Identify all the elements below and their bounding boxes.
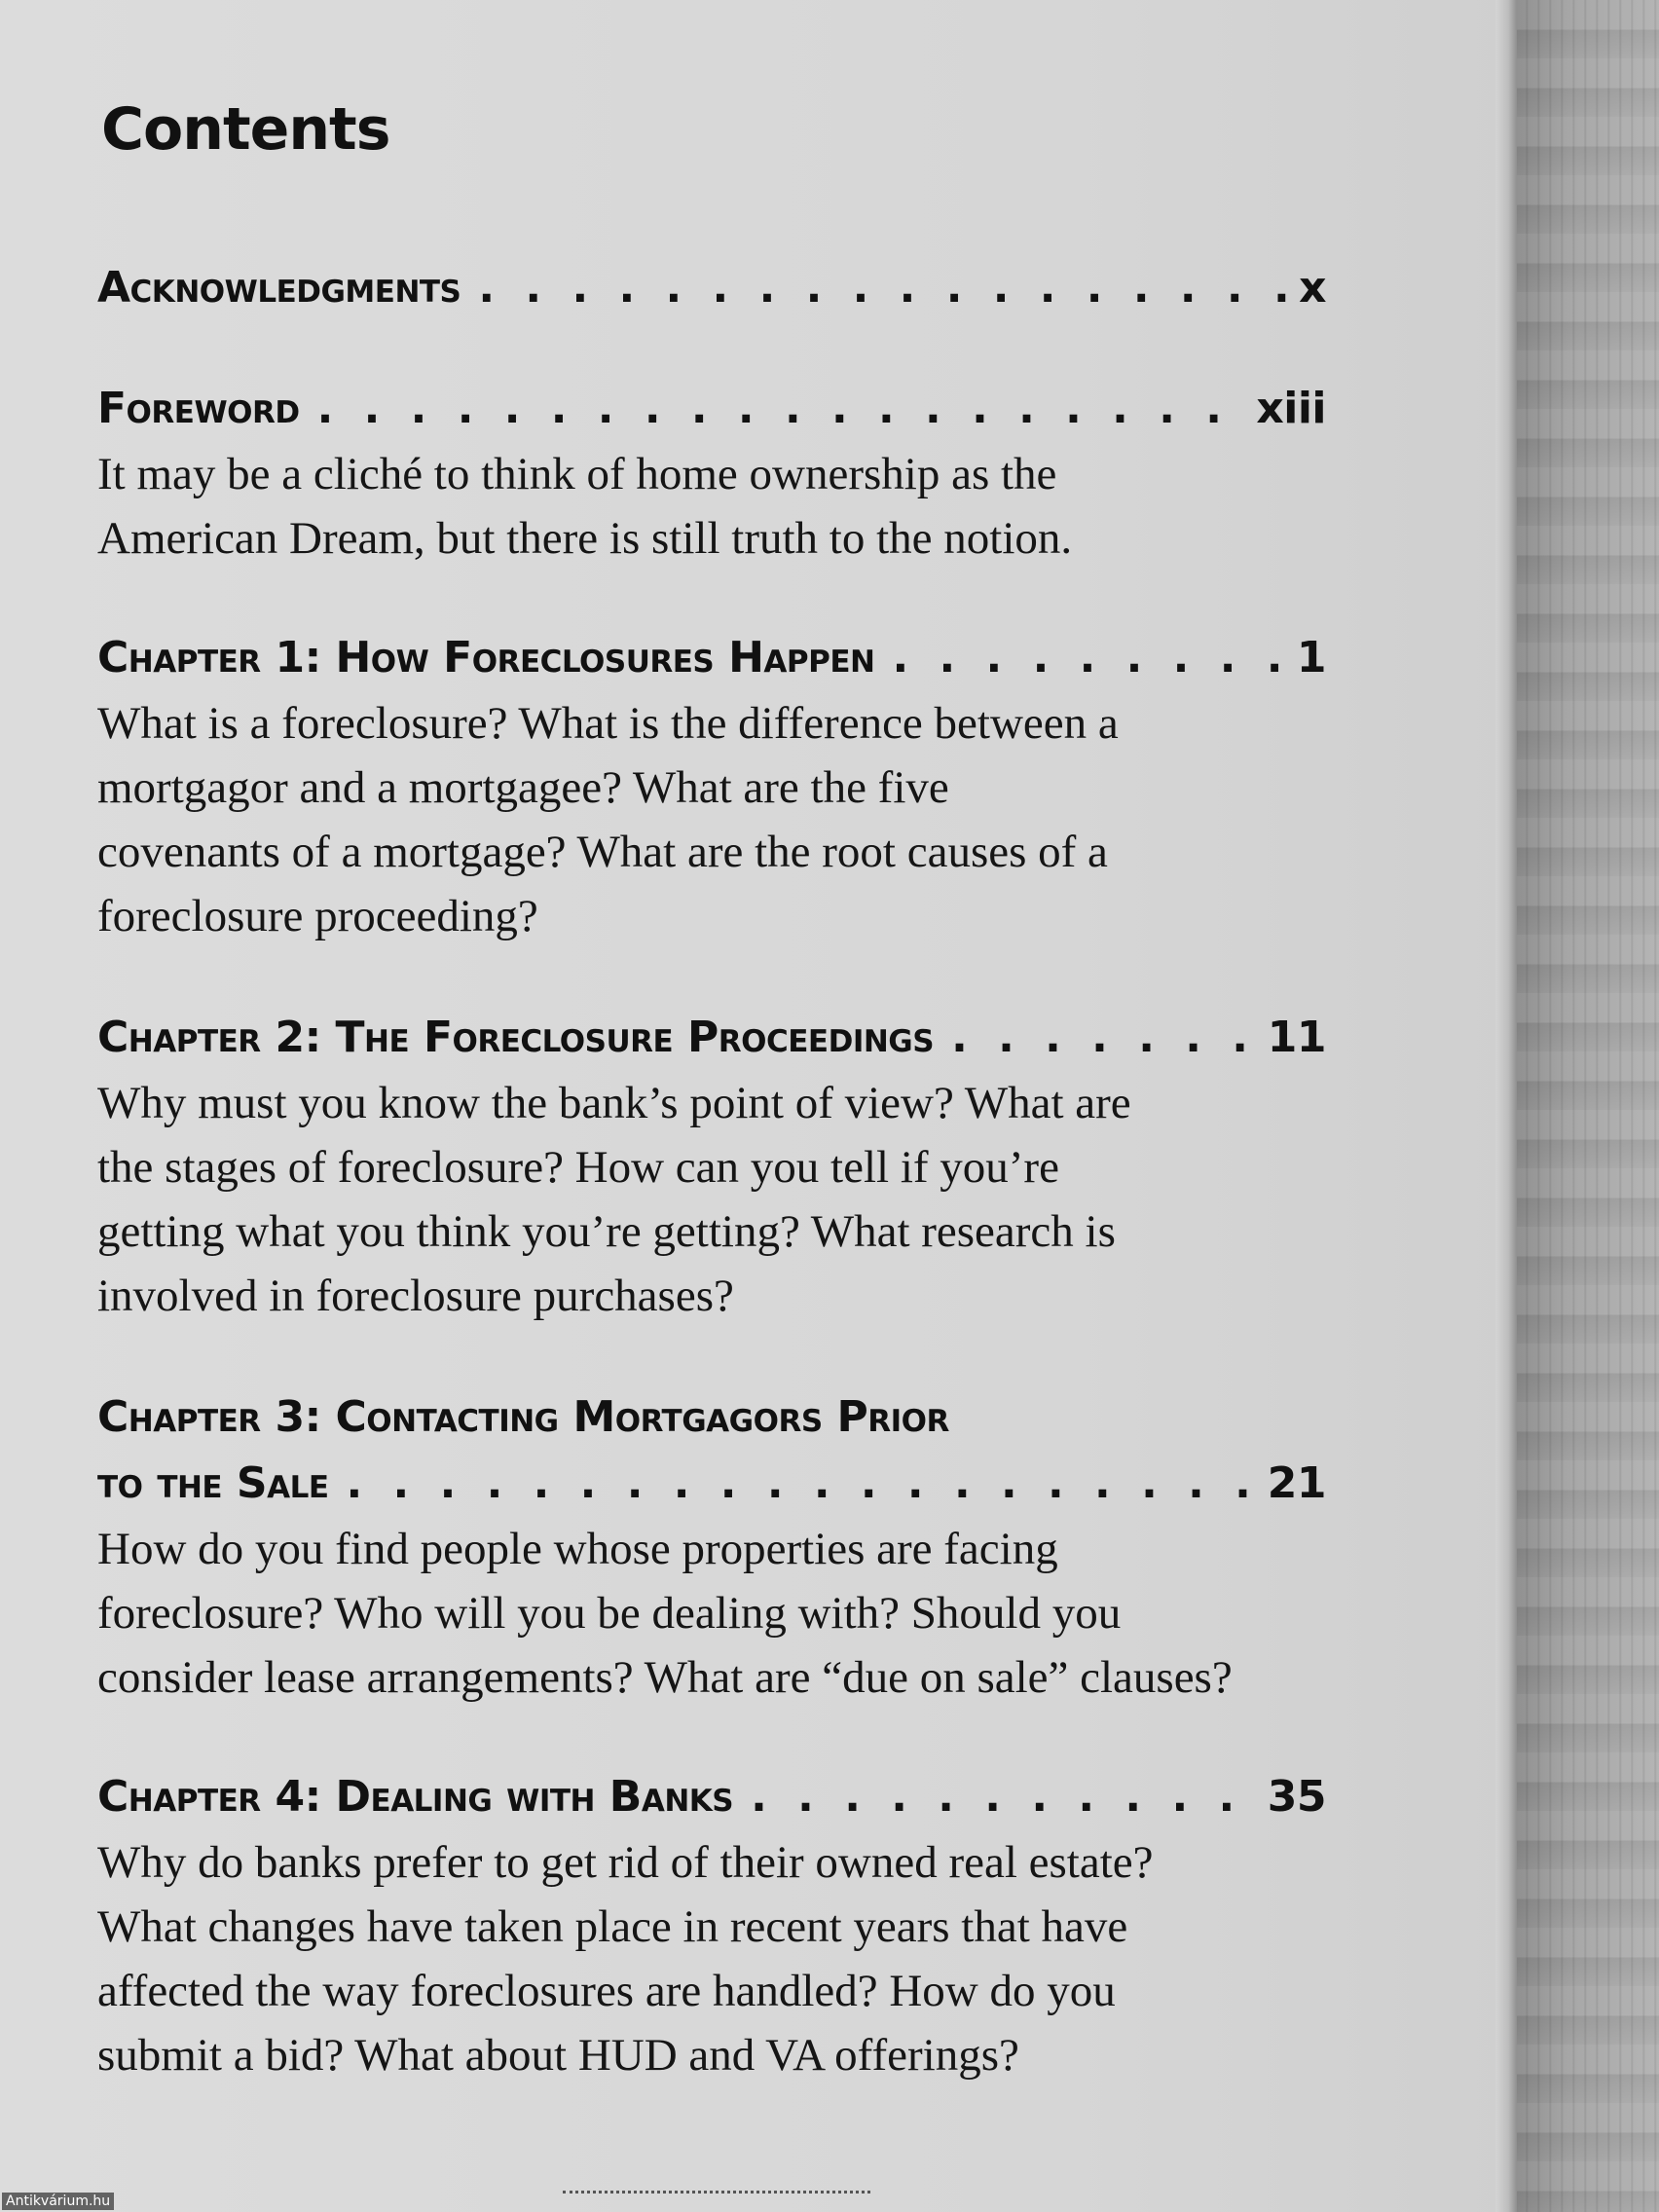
toc-page-number: 21 xyxy=(1267,1458,1326,1508)
toc-heading-row xyxy=(97,376,1326,442)
dot-leader xyxy=(478,255,1287,321)
toc-heading-row xyxy=(97,1451,1326,1517)
description-line: How do you find people whose properties are facing xyxy=(97,1524,1058,1574)
dot-leader xyxy=(951,1005,1256,1071)
toc-heading: Chapter 1: How Foreclosures Happen xyxy=(97,633,875,682)
dot-leader xyxy=(892,625,1284,691)
toc-entry-chapter-1 xyxy=(97,625,1326,948)
toc-heading: Chapter 2: The Foreclosure Proceedings xyxy=(97,1013,935,1062)
toc-page-number: 35 xyxy=(1267,1772,1326,1822)
description-line: What is a foreclosure? What is the difference between a xyxy=(97,698,1119,749)
toc-heading-row xyxy=(97,625,1326,691)
description-line: consider lease arrangements? What are “due on sale” clauses? xyxy=(97,1652,1233,1703)
description-line: Why do banks prefer to get rid of their owned real estate? xyxy=(97,1837,1154,1888)
toc-heading-row xyxy=(97,1764,1326,1830)
description-line: affected the way foreclosures are handled? How do you xyxy=(97,1966,1116,2016)
description-line: getting what you think you’re getting? What research is xyxy=(97,1206,1116,1257)
toc-heading-line-1: Chapter 3: Contacting Mortgagors Prior xyxy=(97,1392,949,1442)
dot-leader xyxy=(751,1764,1256,1830)
description-line: What changes have taken place in recent years that have xyxy=(97,1901,1128,1952)
toc-heading-row xyxy=(97,1005,1326,1071)
toc-description xyxy=(97,691,1326,948)
description-line: foreclosure? Who will you be dealing with? Should you xyxy=(97,1588,1122,1639)
toc-heading: Acknowledgments xyxy=(97,263,461,313)
toc-page-number: 11 xyxy=(1267,1013,1326,1062)
watermark: Antikvárium.hu xyxy=(2,2193,114,2210)
description-line: covenants of a mortgage? What are the root causes of a xyxy=(97,827,1108,877)
toc-description xyxy=(97,442,1326,571)
toc-heading: Chapter 4: Dealing with Banks xyxy=(97,1772,734,1822)
toc-description xyxy=(97,1830,1326,2087)
page-title: Contents xyxy=(101,95,390,164)
description-line: Why must you know the bank’s point of view? What are xyxy=(97,1078,1131,1128)
description-line: American Dream, but there is still truth to the notion. xyxy=(97,513,1073,564)
wooden-background xyxy=(1517,0,1659,2212)
toc-entry-foreword xyxy=(97,376,1326,571)
toc-entry-chapter-3 xyxy=(97,1384,1326,1710)
description-line: submit a bid? What about HUD and VA offerings? xyxy=(97,2030,1019,2081)
toc-heading: to the Sale xyxy=(97,1458,329,1508)
toc-heading: Foreword xyxy=(97,384,300,433)
dot-leader xyxy=(317,376,1245,442)
toc-entry-acknowledgments xyxy=(97,255,1326,321)
description-line: It may be a cliché to think of home ownership as the xyxy=(97,449,1057,499)
toc-description xyxy=(97,1071,1326,1328)
description-line: mortgagor and a mortgagee? What are the five xyxy=(97,762,949,813)
description-line: involved in foreclosure purchases? xyxy=(97,1271,734,1321)
toc-page-number: 1 xyxy=(1296,633,1326,682)
toc-heading-row xyxy=(97,255,1326,321)
toc-page-number: x xyxy=(1299,263,1326,313)
toc-page-number: xiii xyxy=(1256,384,1326,433)
dot-leader xyxy=(347,1451,1256,1517)
toc-entry-chapter-4 xyxy=(97,1764,1326,2087)
description-line: foreclosure proceeding? xyxy=(97,891,538,941)
description-line: the stages of foreclosure? How can you tell if you’re xyxy=(97,1142,1059,1193)
toc-description xyxy=(97,1517,1326,1710)
toc-entry-chapter-2 xyxy=(97,1005,1326,1328)
page-footer-dots xyxy=(563,2191,870,2194)
page-edge xyxy=(1495,0,1517,2212)
